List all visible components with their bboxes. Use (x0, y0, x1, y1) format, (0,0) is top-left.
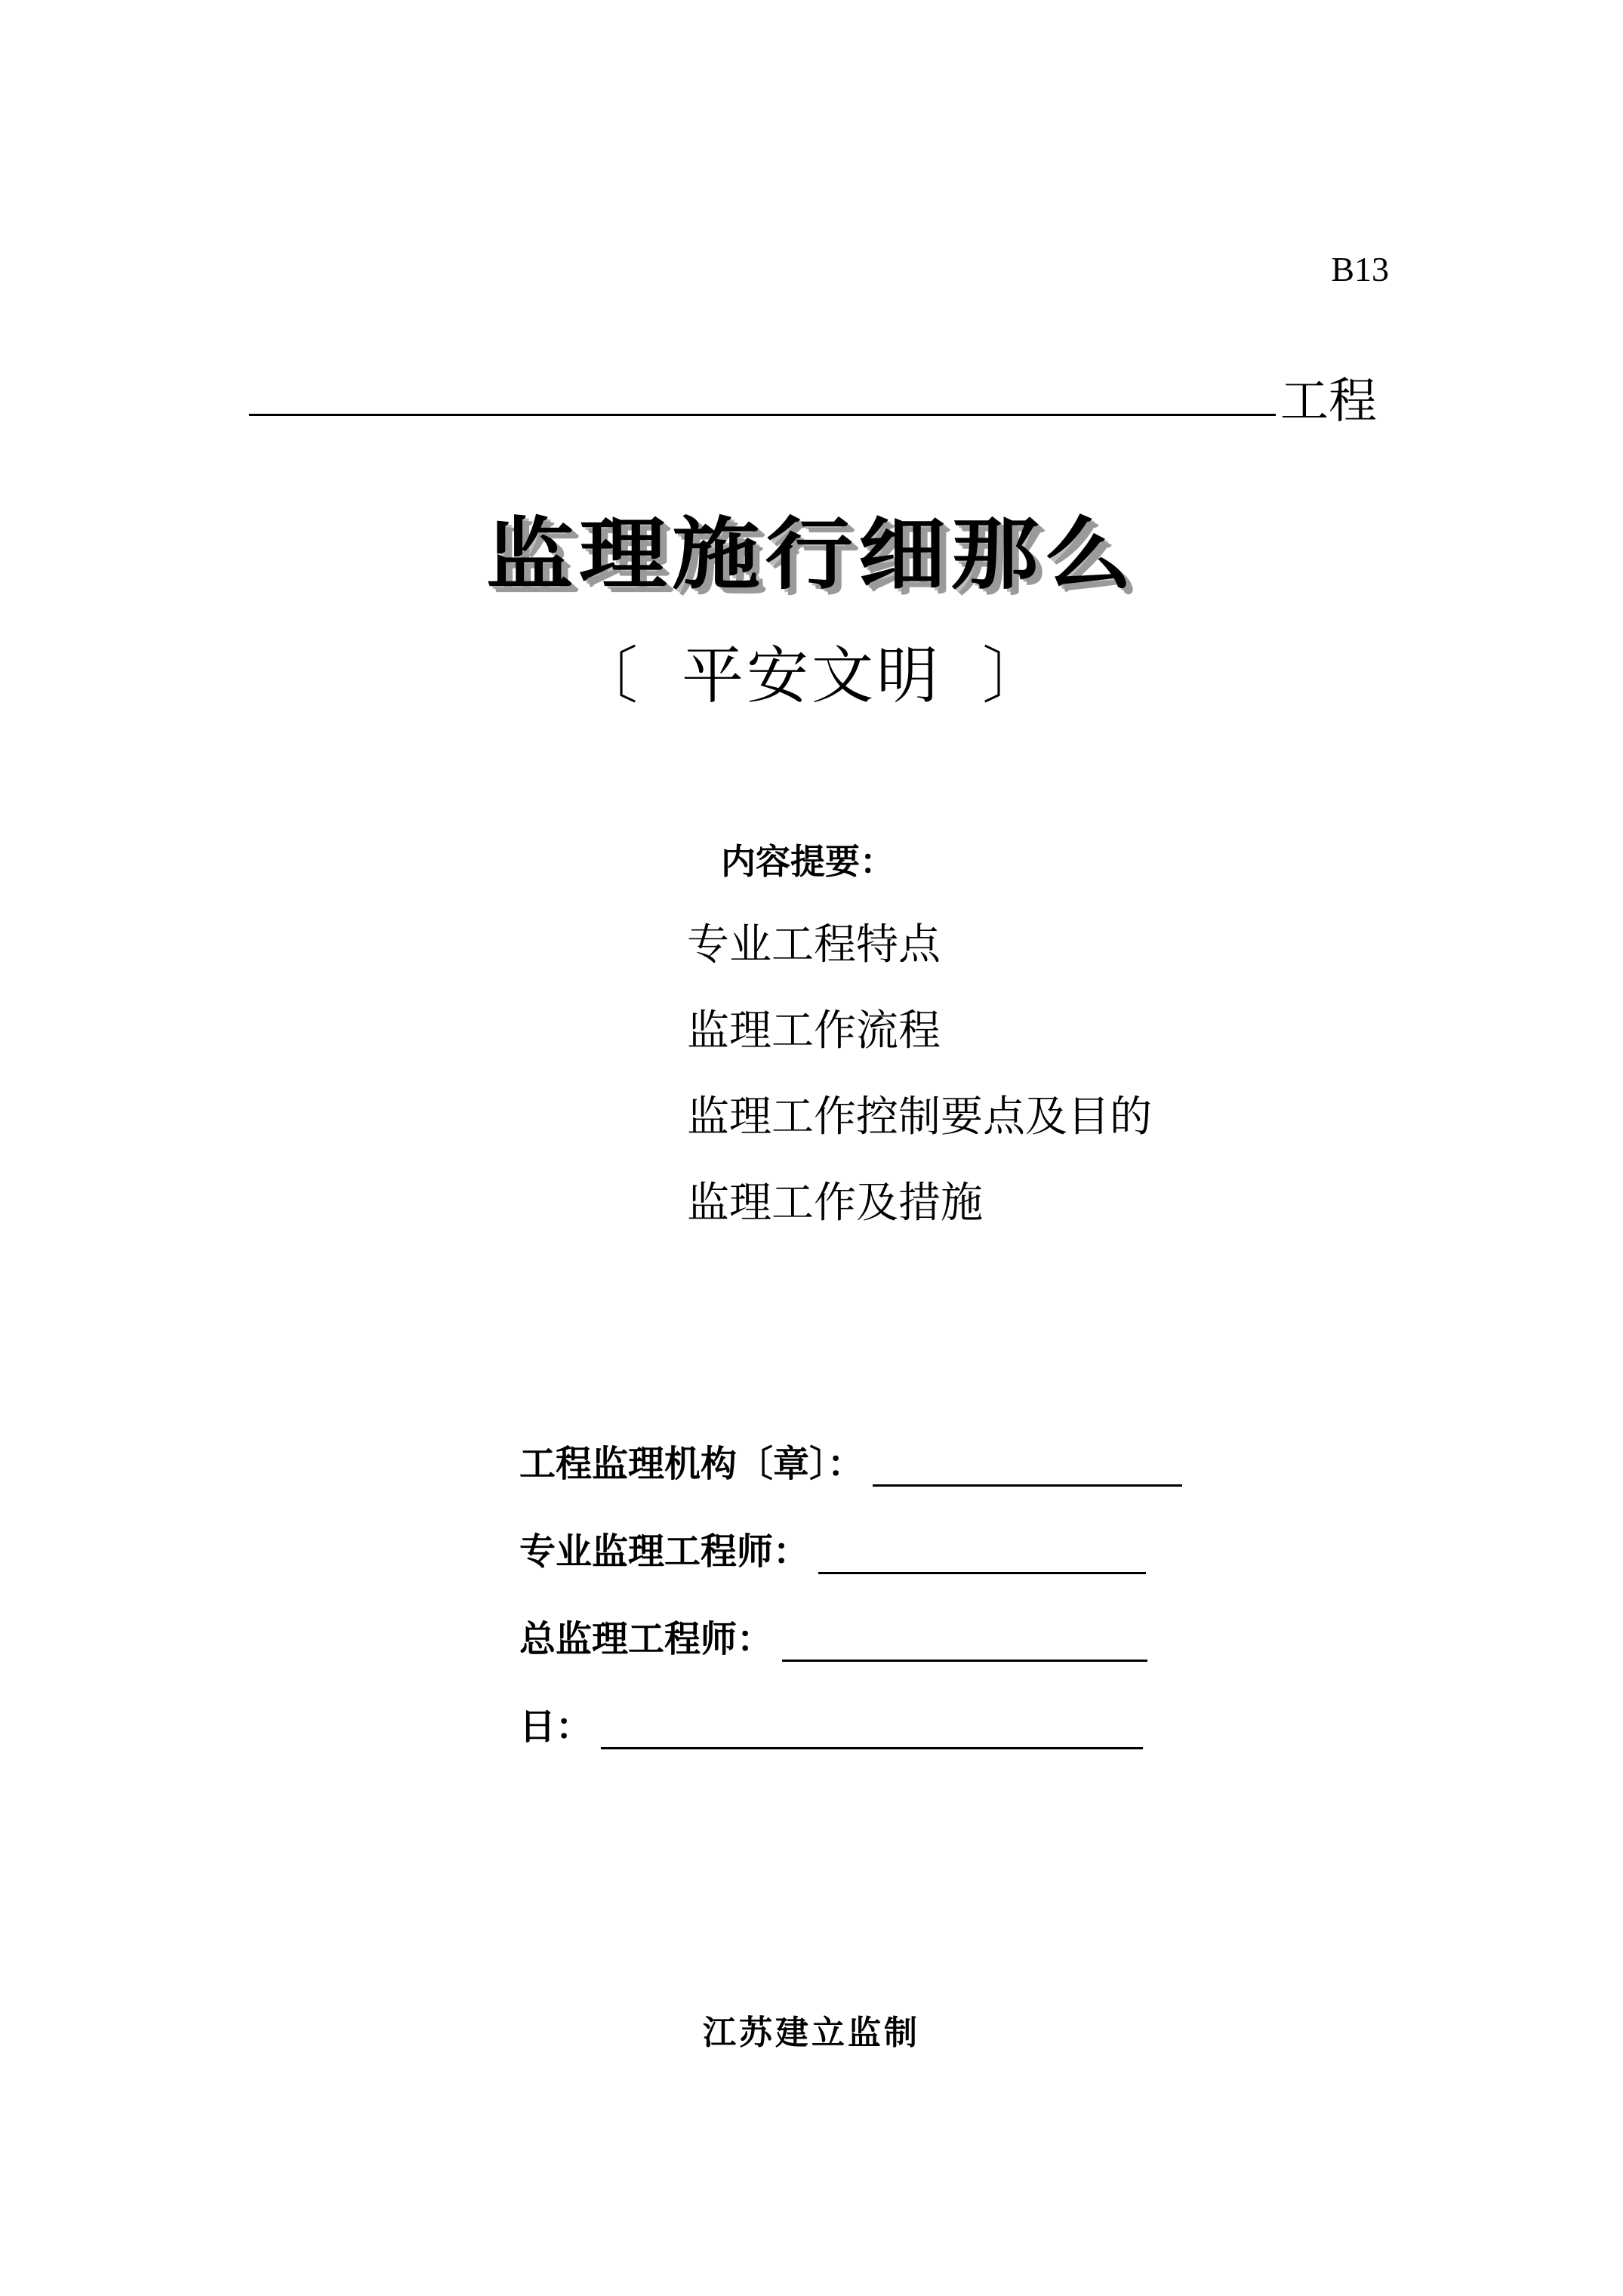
summary-item: 监理工作控制要点及目的 (687, 1093, 1152, 1142)
subtitle-text: 平安文明 (681, 640, 941, 712)
form-code: B13 (1331, 250, 1389, 288)
signature-agency-blank (873, 1447, 1182, 1487)
signature-date (519, 1697, 1143, 1749)
signature-engineer-blank (818, 1534, 1146, 1574)
signature-agency-label: 工程监理机构〔章〕： (519, 1443, 864, 1485)
document-title: 监理施行细那么 (485, 508, 1138, 600)
document-subtitle (0, 627, 1623, 715)
subtitle-close-bracket: 〕 (982, 640, 1048, 712)
signature-chief (519, 1610, 1147, 1662)
signature-engineer (519, 1522, 1146, 1574)
summary-heading: 内容提要： (721, 841, 895, 882)
signature-chief-blank (782, 1622, 1147, 1662)
footer-issuer: 江苏建立监制 (703, 2014, 920, 2052)
signature-engineer-label: 专业监理工程师： (519, 1530, 810, 1573)
signature-chief-label: 总监理工程师： (519, 1618, 774, 1660)
project-suffix: 工程 (1280, 374, 1377, 430)
summary-item: 监理工作流程 (687, 1006, 941, 1056)
summary-item: 监理工作及措施 (687, 1179, 983, 1228)
signature-date-label: 日： (519, 1706, 593, 1748)
summary-list (687, 915, 1152, 1259)
summary-item: 专业工程特点 (687, 920, 941, 969)
project-name-blank (249, 414, 1276, 416)
signature-agency (519, 1435, 1182, 1487)
signature-date-blank (601, 1709, 1143, 1749)
subtitle-open-bracket: 〔 (575, 640, 641, 712)
